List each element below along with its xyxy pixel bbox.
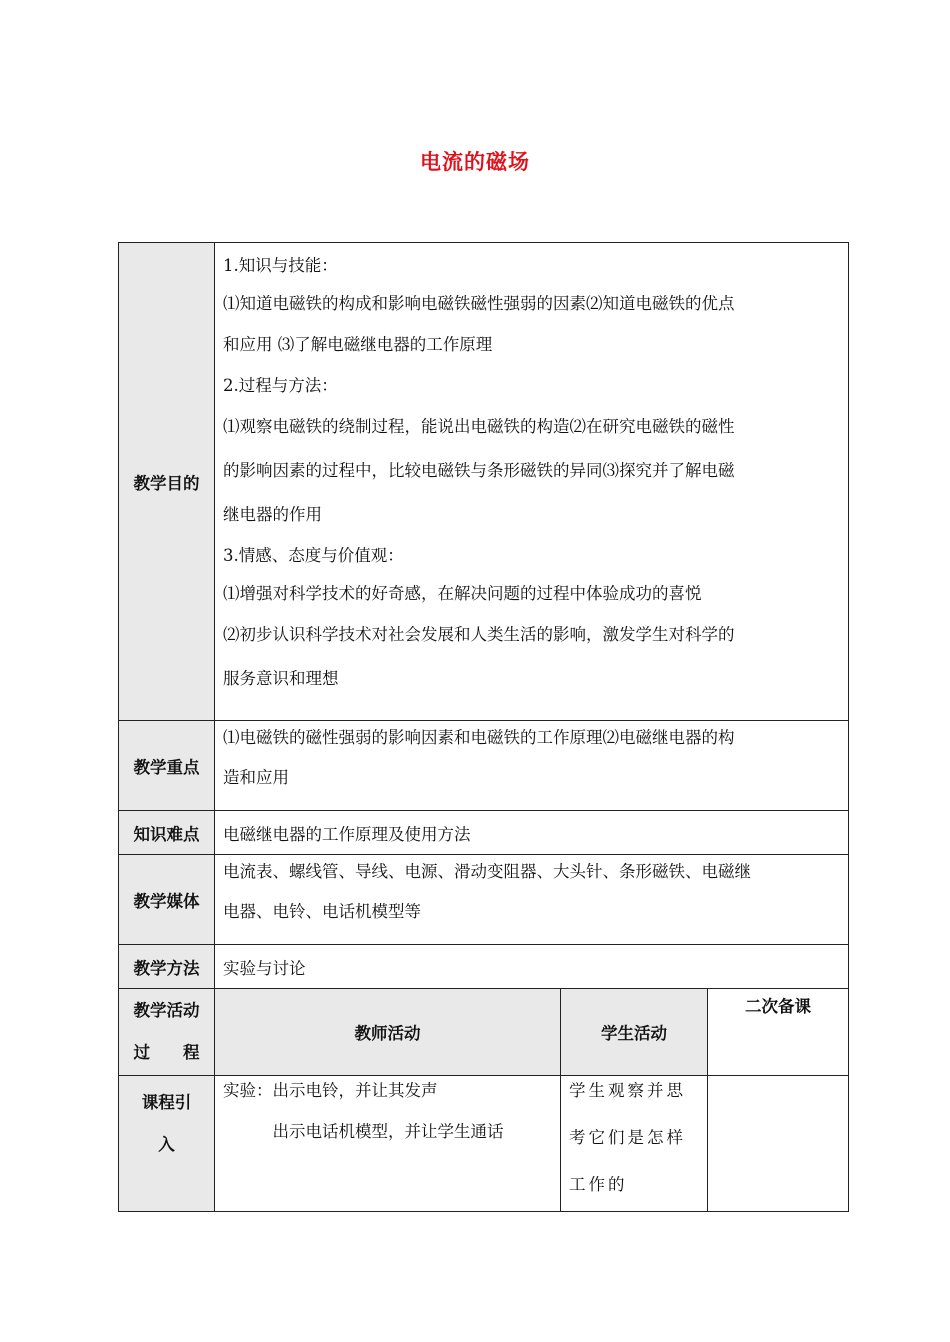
media-label: 教学媒体: [119, 855, 215, 945]
process-label: [119, 989, 215, 1076]
intro-teacher-line: 出示电话机模型，并让学生通话: [223, 1122, 504, 1141]
process-header-row: [119, 989, 849, 1076]
difficulty-content: 电磁继电器的工作原理及使用方法: [215, 811, 849, 855]
intro-teacher-line: 实验：出示电铃，并让其发声: [223, 1081, 438, 1100]
page-title: 电流的磁场: [420, 150, 530, 174]
method-label: 教学方法: [119, 945, 215, 989]
difficulty-row: [119, 811, 849, 855]
teacher-activity-header: 教师活动: [215, 989, 561, 1076]
intro-student-line: 工作的: [569, 1175, 628, 1194]
method-content: 实验与讨论: [215, 945, 849, 989]
objectives-line: 3.情感、态度与价值观：: [223, 546, 404, 565]
objectives-line: 2.过程与方法：: [223, 376, 338, 395]
intro-label: [119, 1076, 215, 1212]
key-points-content: [215, 721, 849, 811]
key-points-label: 教学重点: [119, 721, 215, 811]
objectives-line: 和应用 ⑶了解电磁继电器的工作原理: [223, 335, 493, 354]
media-line: 电器、电铃、电话机模型等: [223, 902, 421, 921]
method-row: [119, 945, 849, 989]
difficulty-label: 知识难点: [119, 811, 215, 855]
intro-student-line: 学生观察并思: [569, 1081, 686, 1100]
objectives-line: ⑴增强对科学技术的好奇感，在解决问题的过程中体验成功的喜悦: [223, 584, 702, 603]
second-prep-header: 二次备课: [708, 989, 849, 1076]
media-line: 电流表、螺线管、导线、电源、滑动变阻器、大头针、条形磁铁、电磁继: [223, 862, 751, 881]
intro-student-content: [561, 1076, 708, 1212]
key-points-line: ⑴电磁铁的磁性强弱的影响因素和电磁铁的工作原理⑵电磁继电器的构: [223, 728, 735, 747]
objectives-content: [215, 243, 849, 721]
media-row: [119, 855, 849, 945]
key-points-row: [119, 721, 849, 811]
process-label-line1: 教学活动: [133, 1001, 200, 1020]
student-activity-header: 学生活动: [561, 989, 708, 1076]
lesson-plan-table: [118, 242, 849, 1212]
process-label-line2: 过 程: [133, 1043, 200, 1062]
objectives-line: 服务意识和理想: [223, 669, 339, 688]
intro-student-line: 考它们是怎样: [569, 1128, 686, 1147]
intro-second-prep: [708, 1076, 849, 1212]
key-points-line: 造和应用: [223, 768, 289, 787]
objectives-label: 教学目的: [119, 243, 215, 721]
intro-teacher-content: [215, 1076, 561, 1212]
objectives-line: 继电器的作用: [223, 505, 322, 524]
objectives-row: [119, 243, 849, 721]
intro-row: [119, 1076, 849, 1212]
objectives-line: ⑴知道电磁铁的构成和影响电磁铁磁性强弱的因素⑵知道电磁铁的优点: [223, 294, 735, 313]
intro-label-line2: 入: [158, 1135, 175, 1154]
objectives-line: 的影响因素的过程中，比较电磁铁与条形磁铁的异同⑶探究并了解电磁: [223, 461, 735, 480]
objectives-line: ⑴观察电磁铁的绕制过程，能说出电磁铁的构造⑵在研究电磁铁的磁性: [223, 417, 735, 436]
objectives-line: ⑵初步认识科学技术对社会发展和人类生活的影响，激发学生对科学的: [223, 625, 735, 644]
media-content: [215, 855, 849, 945]
objectives-line: 1.知识与技能：: [223, 256, 338, 275]
intro-label-line1: 课程引: [141, 1093, 192, 1112]
